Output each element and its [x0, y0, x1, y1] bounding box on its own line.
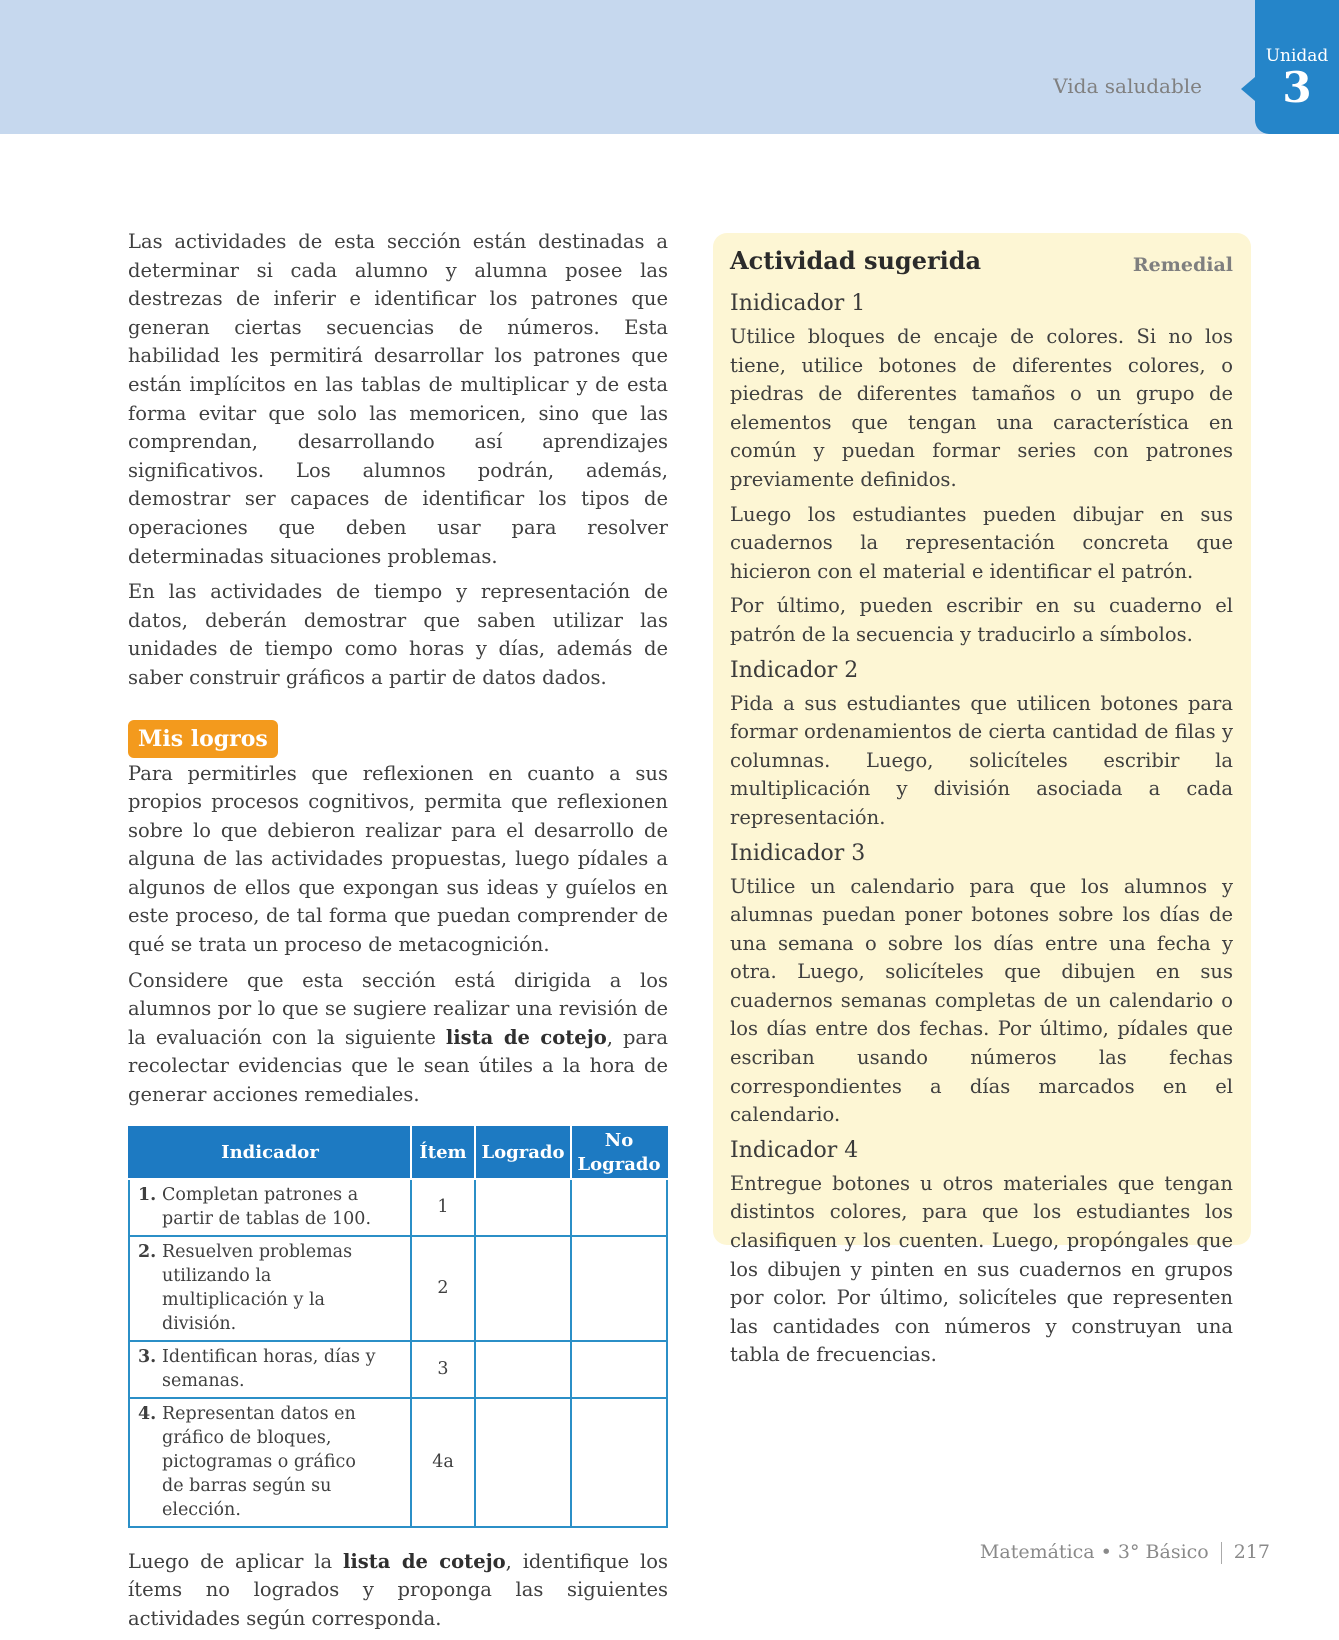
table-row — [129, 1179, 667, 1236]
unit-arrow-icon — [1241, 77, 1255, 101]
activity-title: Actividad sugerida — [730, 246, 982, 275]
header-no-logrado: No Logrado — [571, 1127, 667, 1179]
indicator-cell: 2. Resuelven problemas utilizando la multiplicación y la división. — [129, 1236, 411, 1341]
indicator-4-title: Indicador 4 — [730, 1137, 859, 1163]
activity-tag: Remedial — [1132, 254, 1233, 276]
mis-logros-heading: Mis logros — [128, 720, 278, 758]
indicator-2-paragraph: Pida a sus estudiantes que utilicen botones para formar ordenamientos de cierta cantidad de filas y columnas. Luego, solicíteles escribir la multiplicación y división asociada a cada representación. — [730, 691, 1233, 829]
book-title: Matemática • 3° Básico — [979, 1541, 1209, 1563]
lista-cotejo-emphasis: lista de cotejo — [445, 1025, 607, 1049]
mis-logros-paragraph-1: Para permitirles que reflexionen en cuanto a sus propios procesos cognitivos, permita que reflexionen sobre lo que debieron realizar para el desarrollo de alguna de las actividades propuestas, luego pídales a algunos de ellos que expongan sus ideas y guíelos en este proceso, de tal forma que puedan comprender de qué se trata un proceso de metacognición. — [128, 761, 668, 957]
item-cell: 2 — [411, 1236, 475, 1341]
indicator-cell: 1. Completan patrones a partir de tablas de 100. — [129, 1179, 411, 1236]
closing-paragraph: Luego de aplicar la lista de cotejo, identifique los ítems no logrados y proponga las siguientes actividades según corresponda. — [128, 1549, 668, 1630]
footer-divider — [1221, 1542, 1222, 1564]
indicator-3-paragraph: Utilice un calendario para que los alumnos y alumnas puedan poner botones sobre los días de una semana o sobre los días entre una fecha y otra. Luego, solicíteles que dibujen en sus cuadernos semanas completas de un calendario o los días entre dos fechas. Por último, pídales que escriban usando números las fechas correspondientes a días marcados en el calendario. — [730, 874, 1233, 1127]
indicator-1-paragraph: Luego los estudiantes pueden dibujar en sus cuadernos la representación concreta que hicieron con el material e identificar el patrón. — [730, 502, 1233, 583]
header-item: Ítem — [411, 1127, 475, 1179]
item-cell: 4a — [411, 1398, 475, 1527]
indicator-1-title: Inidicador 1 — [730, 291, 866, 316]
indicator-cell: 3. Identifican horas, días y semanas. — [129, 1341, 411, 1398]
activity-box — [713, 233, 1251, 1367]
no-logrado-cell[interactable] — [571, 1341, 667, 1398]
mis-logros-paragraph-2: Considere que esta sección está dirigida a los alumnos por lo que se sugiere realizar una revisión de la evaluación con la siguiente lista de cotejo, para recolectar evidencias que le sean útiles a la hora de generar acciones remediales. — [128, 968, 668, 1107]
indicator-1-paragraph: Por último, pueden escribir en su cuaderno el patrón de la secuencia y traducirlo a símbolos. — [730, 594, 1233, 646]
intro-paragraph-1: Las actividades de esta sección están destinadas a determinar si cada alumno y alumna posee las destrezas de inferir e identificar los patrones que generan ciertas secuencias de números. Esta habilidad les permitirá desarrollar los patrones que están implícitos en las tablas de multiplicar y de esta forma evitar que solo las memoricen, sino que las comprendan, desarrollando así aprendizajes significativos. Los alumnos podrán, además, demostrar ser capaces de identificar los tipos de operaciones que deben usar para resolver determinadas situaciones problemas. — [128, 230, 668, 568]
logrado-cell[interactable] — [475, 1398, 571, 1527]
table-header-row — [129, 1127, 667, 1179]
header-indicador: Indicador — [129, 1127, 411, 1179]
unit-label: Unidad — [1265, 46, 1329, 66]
table-row — [129, 1236, 667, 1341]
no-logrado-cell[interactable] — [571, 1398, 667, 1527]
intro-paragraph-2: En las actividades de tiempo y representación de datos, deberán demostrar que saben utilizar las unidades de tiempo como horas y días, además de saber construir gráficos a partir de datos dados. — [128, 580, 668, 689]
unit-title: Vida saludable — [1053, 74, 1202, 98]
unit-number: 3 — [1282, 63, 1312, 112]
logrado-cell[interactable] — [475, 1179, 571, 1236]
logrado-cell[interactable] — [475, 1341, 571, 1398]
item-cell: 1 — [411, 1179, 475, 1236]
indicator-cell: 4. Representan datos en gráfico de bloques, pictogramas o gráfico de barras según su elección. — [129, 1398, 411, 1527]
header-logrado: Logrado — [475, 1127, 571, 1179]
unit-tab — [1255, 0, 1339, 134]
lista-cotejo-emphasis: lista de cotejo — [342, 1549, 506, 1573]
left-column — [128, 228, 668, 1640]
table-row — [129, 1398, 667, 1527]
header-band — [0, 0, 1339, 134]
page-number: 217 — [1233, 1541, 1270, 1563]
table-row — [129, 1341, 667, 1398]
activity-content — [730, 245, 1233, 1376]
indicator-2-title: Indicador 2 — [730, 657, 859, 683]
no-logrado-cell[interactable] — [571, 1236, 667, 1341]
activity-header — [730, 245, 1233, 285]
logrado-cell[interactable] — [475, 1236, 571, 1341]
checklist-table — [128, 1126, 668, 1528]
indicator-1-paragraph: Utilice bloques de encaje de colores. Si no los tiene, utilice botones de diferentes colores, o piedras de diferentes tamaños o un grupo de elementos que tengan una característica en común y puedan formar series con patrones previamente definidos. — [730, 325, 1233, 491]
no-logrado-cell[interactable] — [571, 1179, 667, 1236]
page-footer — [980, 1541, 1270, 1564]
indicator-4-paragraph: Entregue botones u otros materiales que tengan distintos colores, para que los estudiantes los clasifiquen y los cuenten. Luego, propóngales que los dibujen y pinten en sus cuadernos en grupos por color. Por último, solicíteles que representen las cantidades con números y construyan una tabla de frecuencias. — [730, 1171, 1233, 1367]
indicator-3-title: Inidicador 3 — [730, 840, 866, 866]
item-cell: 3 — [411, 1341, 475, 1398]
